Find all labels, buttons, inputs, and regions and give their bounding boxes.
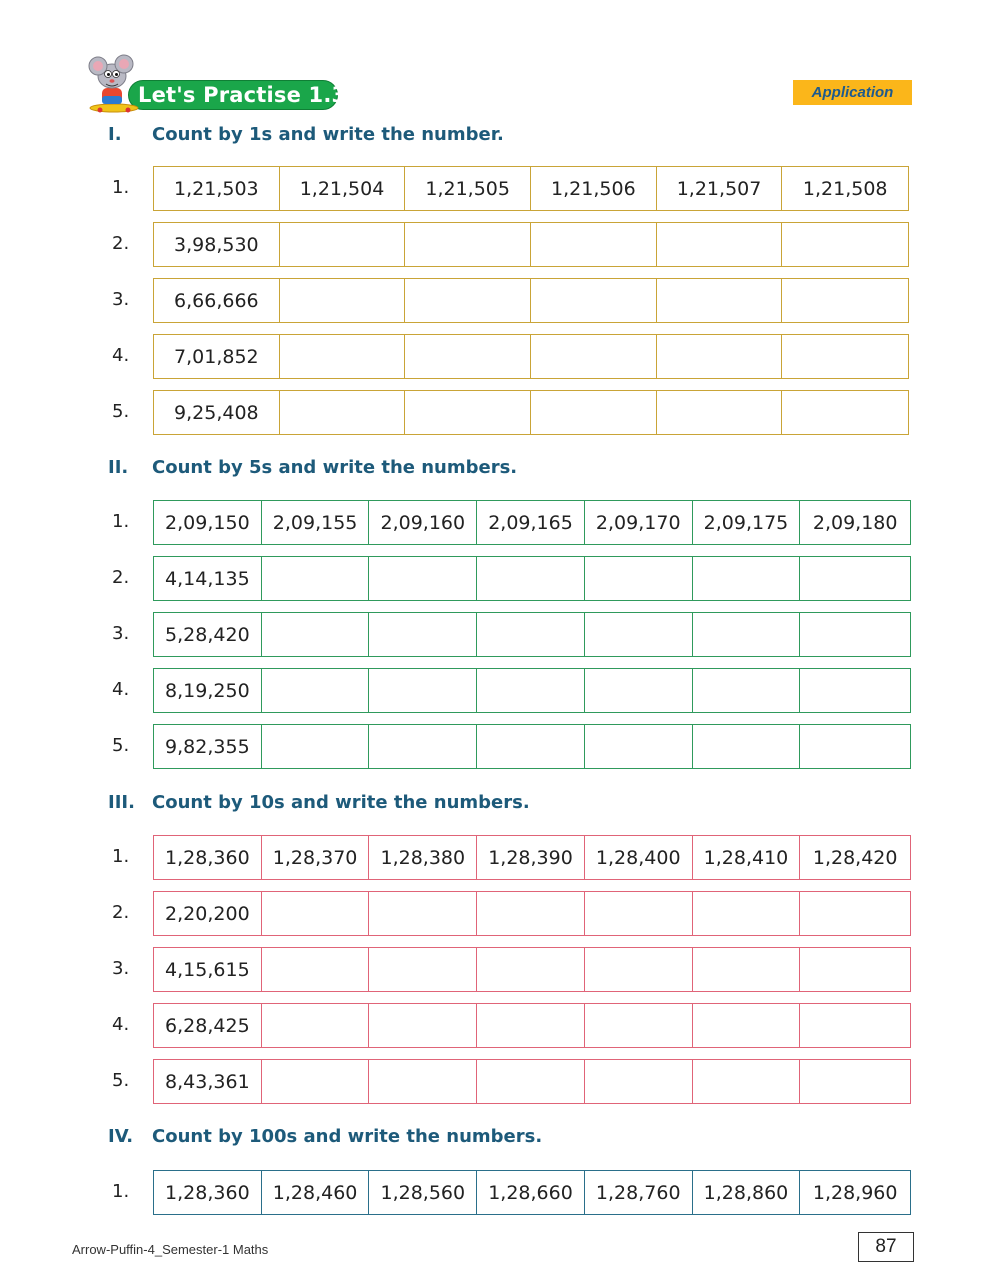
row-number: 1.: [112, 511, 130, 532]
answer-cell[interactable]: [262, 1004, 370, 1047]
answer-cell[interactable]: [657, 335, 783, 378]
number-cell: 2,09,155: [262, 501, 370, 544]
table-row: [153, 222, 909, 267]
number-cell: 1,28,460: [262, 1171, 370, 1214]
answer-cell[interactable]: [477, 557, 585, 600]
table-row: [153, 1170, 911, 1215]
number-cell: 2,09,170: [585, 501, 693, 544]
number-cell: 1,28,410: [693, 836, 801, 879]
answer-cell[interactable]: [280, 391, 406, 434]
answer-cell[interactable]: [477, 892, 585, 935]
answer-cell[interactable]: [800, 669, 910, 712]
answer-cell[interactable]: [477, 1060, 585, 1103]
number-cell: 1,28,370: [262, 836, 370, 879]
section-heading: [108, 791, 530, 815]
row-number: 5.: [112, 1070, 130, 1091]
number-cell: 3,98,530: [154, 223, 280, 266]
number-cell: 1,28,760: [585, 1171, 693, 1214]
row-number: 3.: [112, 289, 130, 310]
section-title: Count by 1s and write the number.: [152, 124, 504, 145]
answer-cell[interactable]: [369, 1004, 477, 1047]
number-cell: 7,01,852: [154, 335, 280, 378]
number-cell: 1,28,660: [477, 1171, 585, 1214]
answer-cell[interactable]: [693, 613, 801, 656]
number-cell: 1,28,360: [154, 836, 262, 879]
answer-cell[interactable]: [262, 669, 370, 712]
answer-cell[interactable]: [693, 669, 801, 712]
section-number: I.: [108, 124, 122, 145]
answer-cell[interactable]: [405, 279, 531, 322]
answer-cell[interactable]: [262, 1060, 370, 1103]
answer-cell[interactable]: [693, 1004, 801, 1047]
number-cell: 6,66,666: [154, 279, 280, 322]
answer-cell[interactable]: [369, 1060, 477, 1103]
number-cell: 2,09,160: [369, 501, 477, 544]
number-cell: 1,28,560: [369, 1171, 477, 1214]
section-number: III.: [108, 792, 135, 813]
answer-cell[interactable]: [477, 613, 585, 656]
answer-cell[interactable]: [369, 557, 477, 600]
section-number: II.: [108, 457, 129, 478]
answer-cell[interactable]: [782, 223, 908, 266]
table-row: [153, 1003, 911, 1048]
answer-cell[interactable]: [585, 1004, 693, 1047]
answer-cell[interactable]: [657, 391, 783, 434]
number-cell: 1,21,508: [802, 177, 888, 200]
practice-badge: [78, 54, 347, 116]
number-cell: 6,28,425: [154, 1004, 262, 1047]
number-cell: 4,14,135: [154, 557, 262, 600]
number-cell: 2,20,200: [154, 892, 262, 935]
row-number: 4.: [112, 679, 130, 700]
answer-cell[interactable]: [800, 892, 910, 935]
answer-cell[interactable]: [369, 948, 477, 991]
answer-cell[interactable]: [531, 391, 657, 434]
number-cell: 1,28,390: [477, 836, 585, 879]
row-number: 1.: [112, 846, 130, 867]
table-row: [153, 1059, 911, 1104]
table-row: [153, 334, 909, 379]
answer-cell[interactable]: [693, 892, 801, 935]
answer-cell[interactable]: [585, 557, 693, 600]
answer-cell[interactable]: [531, 223, 657, 266]
answer-cell[interactable]: [585, 948, 693, 991]
row-number: 1.: [112, 1181, 130, 1202]
badge-label: Let's Practise 1.3: [138, 83, 347, 107]
answer-cell[interactable]: [477, 948, 585, 991]
answer-cell[interactable]: [262, 613, 370, 656]
table-row: [153, 166, 909, 211]
answer-cell[interactable]: [405, 223, 531, 266]
number-cell: 8,19,250: [154, 669, 262, 712]
section-heading: [108, 456, 517, 480]
answer-cell[interactable]: [693, 557, 801, 600]
number-cell: 2,09,175: [693, 501, 801, 544]
answer-cell[interactable]: [800, 613, 910, 656]
row-number: 1.: [112, 177, 130, 198]
number-cell: 5,28,420: [154, 613, 262, 656]
answer-cell[interactable]: [262, 557, 370, 600]
row-number: 3.: [112, 623, 130, 644]
page-number: 87: [858, 1232, 914, 1262]
row-number: 2.: [112, 233, 130, 254]
mouse-mascot-icon: [78, 54, 142, 114]
table-row: [153, 556, 911, 601]
table-row: [153, 500, 911, 545]
answer-cell[interactable]: [782, 391, 908, 434]
row-number: 5.: [112, 735, 130, 756]
answer-cell[interactable]: [262, 948, 370, 991]
answer-cell[interactable]: [782, 335, 908, 378]
row-number: 5.: [112, 401, 130, 422]
answer-cell[interactable]: [693, 1060, 801, 1103]
number-cell: 1,21,503: [154, 167, 280, 210]
number-cell: 1,21,505: [405, 167, 531, 210]
number-cell: 1,28,420: [812, 846, 898, 869]
table-row: [153, 724, 911, 769]
answer-cell[interactable]: [782, 279, 908, 322]
answer-cell[interactable]: [280, 223, 406, 266]
table-row: [153, 278, 909, 323]
number-cell: 9,82,355: [154, 725, 262, 768]
number-cell: 1,28,380: [369, 836, 477, 879]
answer-cell[interactable]: [280, 335, 406, 378]
answer-cell[interactable]: [585, 892, 693, 935]
row-number: 4.: [112, 1014, 130, 1035]
number-cell: 1,21,504: [280, 167, 406, 210]
table-row: [153, 668, 911, 713]
category-tag: Application: [793, 80, 912, 105]
row-number: 2.: [112, 902, 130, 923]
answer-cell[interactable]: [693, 725, 801, 768]
answer-cell[interactable]: [369, 892, 477, 935]
answer-cell[interactable]: [531, 335, 657, 378]
table-row: [153, 891, 911, 936]
table-row: [153, 947, 911, 992]
number-cell: 1,21,507: [657, 167, 783, 210]
answer-cell[interactable]: [693, 948, 801, 991]
answer-cell[interactable]: [800, 1060, 910, 1103]
number-cell: 2,09,165: [477, 501, 585, 544]
number-cell: 9,25,408: [154, 391, 280, 434]
number-cell: 2,09,180: [812, 511, 898, 534]
answer-cell[interactable]: [369, 669, 477, 712]
table-row: [153, 612, 911, 657]
number-cell: 8,43,361: [154, 1060, 262, 1103]
number-cell: 1,28,360: [154, 1171, 262, 1214]
answer-cell[interactable]: [800, 725, 910, 768]
answer-cell[interactable]: [369, 613, 477, 656]
answer-cell[interactable]: [262, 725, 370, 768]
number-cell: 1,21,506: [531, 167, 657, 210]
answer-cell[interactable]: [800, 1004, 910, 1047]
number-cell: 1,28,960: [812, 1181, 898, 1204]
answer-cell[interactable]: [405, 391, 531, 434]
number-cell: 4,15,615: [154, 948, 262, 991]
section-heading: [108, 123, 504, 147]
number-cell: 1,28,860: [693, 1171, 801, 1214]
section-title: Count by 5s and write the numbers.: [152, 457, 518, 478]
answer-cell[interactable]: [657, 279, 783, 322]
answer-cell[interactable]: [477, 725, 585, 768]
answer-cell[interactable]: [405, 335, 531, 378]
section-heading: [108, 1125, 542, 1149]
answer-cell[interactable]: [262, 892, 370, 935]
answer-cell[interactable]: [585, 1060, 693, 1103]
answer-cell[interactable]: [585, 613, 693, 656]
section-title: Count by 10s and write the numbers.: [152, 792, 530, 813]
row-number: 4.: [112, 345, 130, 366]
answer-cell[interactable]: [477, 1004, 585, 1047]
number-cell: 1,28,400: [585, 836, 693, 879]
answer-cell[interactable]: [800, 557, 910, 600]
answer-cell[interactable]: [800, 948, 910, 991]
table-row: [153, 390, 909, 435]
answer-cell[interactable]: [585, 669, 693, 712]
answer-cell[interactable]: [657, 223, 783, 266]
row-number: 2.: [112, 567, 130, 588]
row-number: 3.: [112, 958, 130, 979]
answer-cell[interactable]: [369, 725, 477, 768]
book-title: Arrow-Puffin-4_Semester-1 Maths: [72, 1242, 269, 1257]
table-row: [153, 835, 911, 880]
section-number: IV.: [108, 1126, 134, 1147]
answer-cell[interactable]: [585, 725, 693, 768]
number-cell: 2,09,150: [154, 501, 262, 544]
answer-cell[interactable]: [280, 279, 406, 322]
section-title: Count by 100s and write the numbers.: [152, 1126, 543, 1147]
answer-cell[interactable]: [477, 669, 585, 712]
answer-cell[interactable]: [531, 279, 657, 322]
